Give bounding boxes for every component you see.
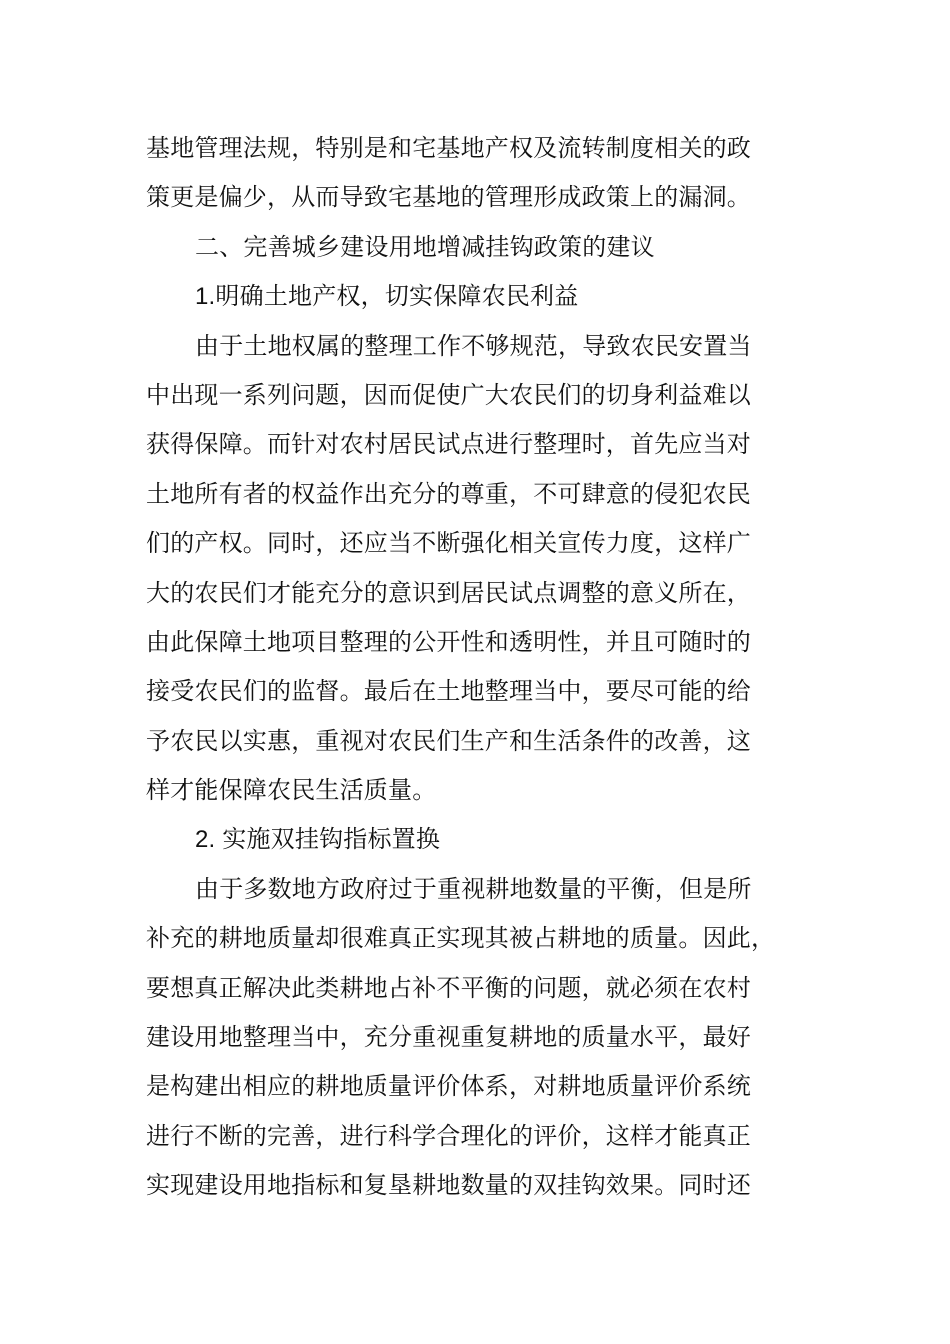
paragraph-line: 大的农民们才能充分的意识到居民试点调整的意义所在， (146, 578, 751, 607)
paragraph-line: 们的产权。同时，还应当不断强化相关宣传力度，这样广 (146, 529, 751, 558)
section-heading: 二、完善城乡建设用地增减挂钩政策的建议 (195, 232, 655, 261)
paragraph-line: 策更是偏少，从而导致宅基地的管理形成政策上的漏洞。 (146, 183, 751, 212)
paragraph-line: 由此保障土地项目整理的公开性和透明性，并且可随时的 (146, 627, 751, 656)
paragraph-line: 由于多数地方政府过于重视耕地数量的平衡，但是所 (195, 874, 752, 903)
paragraph-line: 中出现一系列问题，因而促使广大农民们的切身利益难以 (146, 380, 751, 409)
paragraph-line: 土地所有者的权益作出充分的尊重，不可肆意的侵犯农民 (146, 479, 751, 508)
paragraph-line: 补充的耕地质量却很难真正实现其被占耕地的质量。因此， (146, 924, 776, 953)
paragraph-line: 要想真正解决此类耕地占补不平衡的问题，就必须在农村 (146, 973, 751, 1002)
paragraph-line: 是构建出相应的耕地质量评价体系，对耕地质量评价系统 (146, 1072, 751, 1101)
paragraph-line: 样才能保障农民生活质量。 (146, 776, 437, 805)
subsection-heading-1: 1.明确土地产权，切实保障农民利益 (195, 283, 579, 311)
paragraph-line: 基地管理法规，特别是和宅基地产权及流转制度相关的政 (146, 134, 751, 162)
paragraph-line: 实现建设用地指标和复垦耕地数量的双挂钩效果。同时还 (146, 1171, 751, 1200)
paragraph-line: 获得保障。而针对农村居民试点进行整理时，首先应当对 (146, 430, 751, 459)
document-body (146, 124, 806, 1211)
subsection-heading-2: 2. 实施双挂钩指标置换 (195, 826, 441, 854)
paragraph-line: 建设用地整理当中，充分重视重复耕地的质量水平，最好 (146, 1023, 751, 1052)
paragraph-line: 予农民以实惠，重视对农民们生产和生活条件的改善，这 (146, 726, 751, 755)
paragraph-line: 接受农民们的监督。最后在土地整理当中，要尽可能的给 (146, 677, 751, 706)
paragraph-line: 由于土地权属的整理工作不够规范，导致农民安置当 (195, 331, 752, 360)
paragraph-line: 进行不断的完善，进行科学合理化的评价，这样才能真正 (146, 1121, 751, 1150)
